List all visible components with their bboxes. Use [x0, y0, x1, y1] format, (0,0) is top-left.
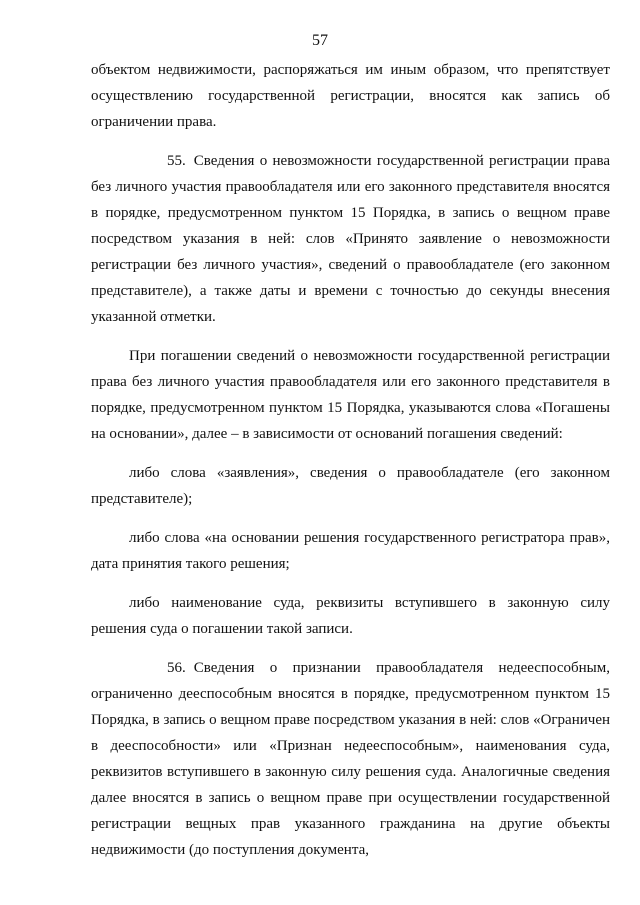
- clause-55: [91, 148, 610, 330]
- paragraph-repayment: При погашении сведений о невозможности государственной регистрации права без личного участия правообладателя или его законного представителя в порядке, предусмотренном пунктом 15 Порядка, указываются слова «Погашены на основании», далее – в зависимости от оснований погашения сведений:: [91, 348, 610, 442]
- clause-number: 55.: [167, 153, 186, 169]
- paragraph-continuation: объектом недвижимости, распоряжаться им иным образом, что препятствует осуществлению государственной регистрации, вносятся как запись об ограничении права.: [91, 62, 610, 130]
- clause-text: Сведения о признании правообладателя недееспособным, ограниченно дееспособным вносятся в порядке, предусмотренном пунктом 15 Порядка, в запись о вещном праве посредством указания в ней: слов «Ограничен в дееспособности» или «Признан недееспособным», наименования суда, реквизитов вступившего в законную силу решения суда. Аналогичные сведения далее вносятся в запись о вещном праве при осуществлении государственной регистрации вещных прав указанного гражданина на другие объекты недвижимости (до поступления документа,: [91, 660, 610, 858]
- document-body: [91, 57, 610, 876]
- paragraph-option-statement: либо слова «заявления», сведения о правообладателе (его законном представителе);: [91, 465, 610, 507]
- clause-56: [91, 655, 610, 863]
- clause-number: 56.: [167, 660, 186, 676]
- clause-text: Сведения о невозможности государственной регистрации права без личного участия правообладателя или его законного представителя вносятся в порядке, предусмотренном пунктом 15 Порядка, в запись о вещном праве посредством указания в ней: слов «Принято заявление о невозможности регистрации без личного участия», сведений о правообладателе (его законном представителе), а также даты и времени с точностью до секунды внесения указанной отметки.: [91, 153, 610, 325]
- paragraph-option-registrar-decision: либо слова «на основании решения государственного регистратора прав», дата принятия такого решения;: [91, 530, 610, 572]
- paragraph-option-court: либо наименование суда, реквизиты вступившего в законную силу решения суда о погашении такой записи.: [91, 595, 610, 637]
- page-number: 57: [312, 32, 328, 49]
